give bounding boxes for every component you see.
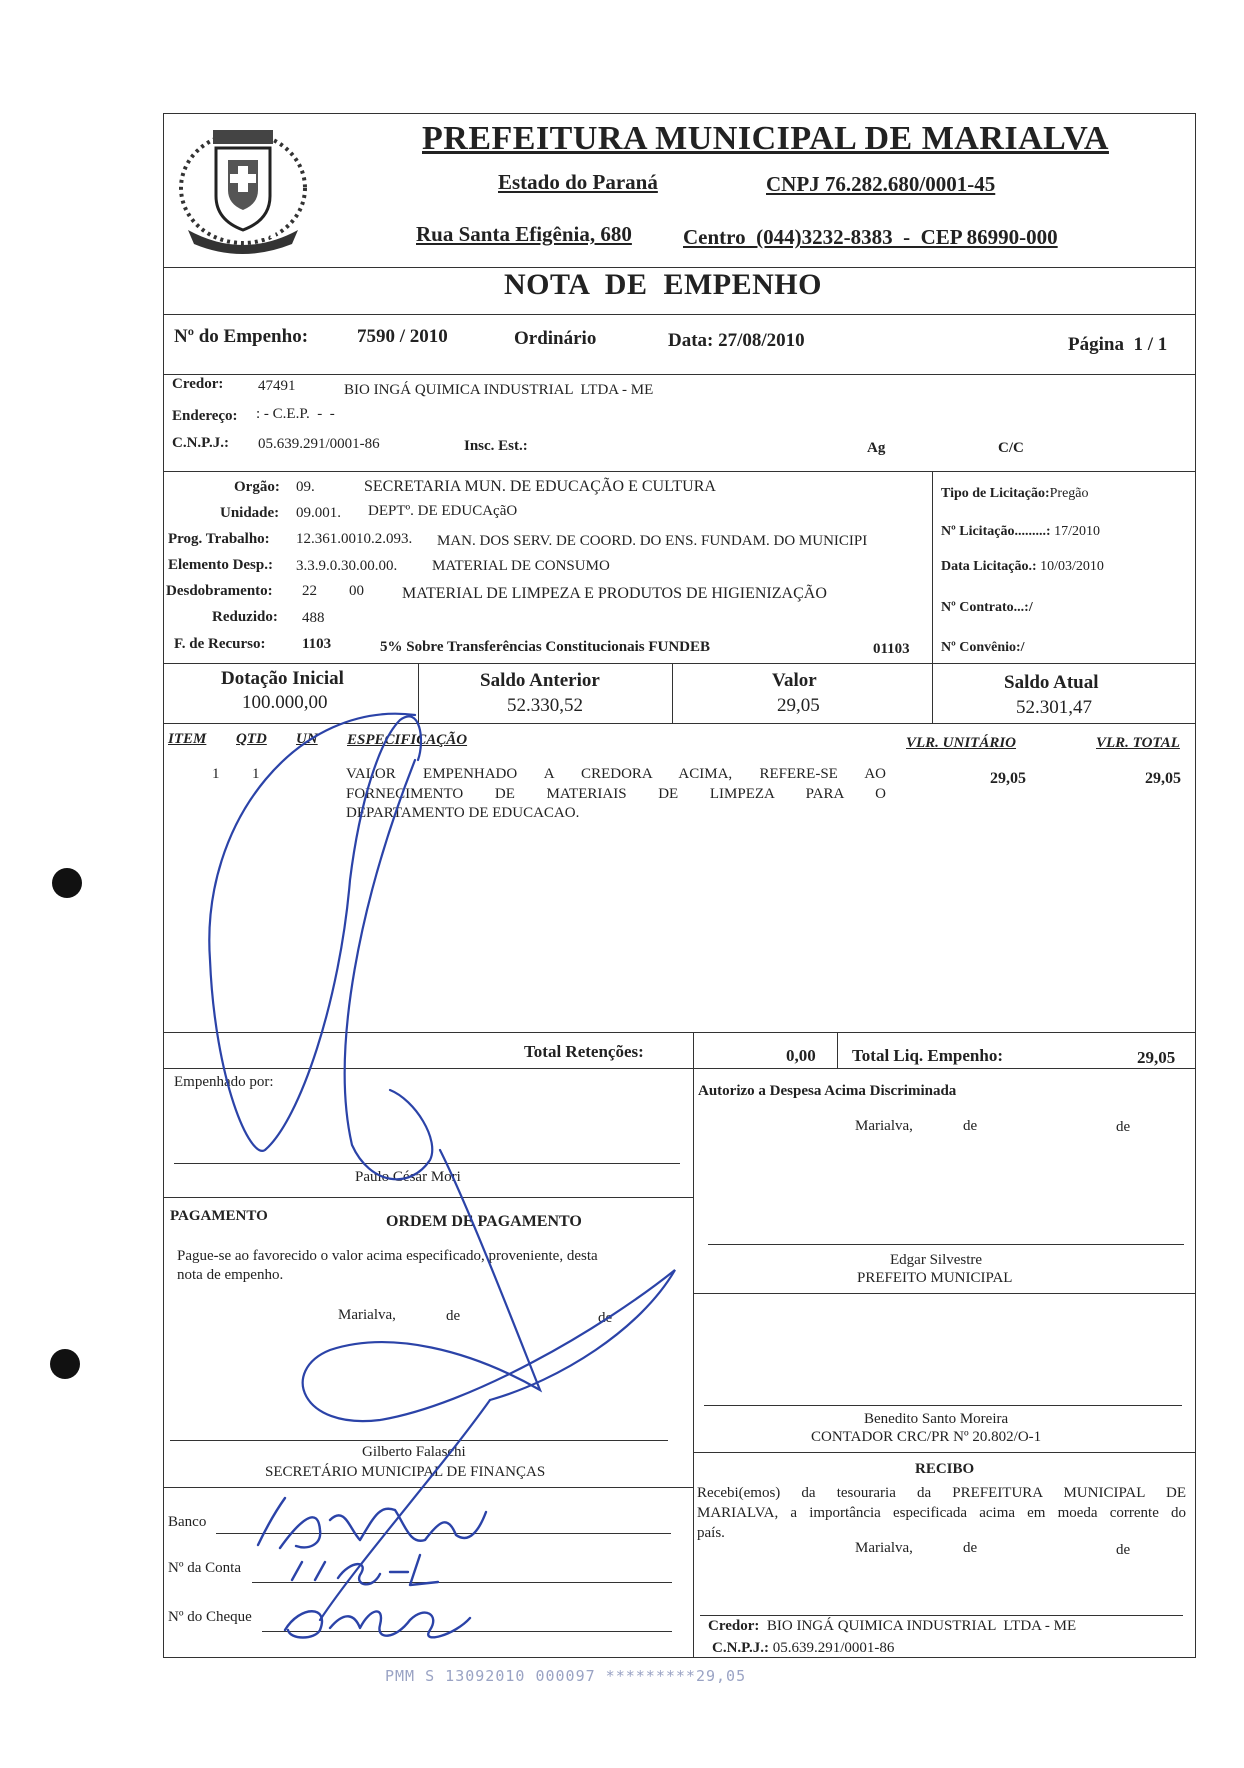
saldo-atual-label: Saldo Atual: [1004, 672, 1099, 693]
licitacao-number: Nº Licitação.........: 17/2010: [941, 524, 1100, 539]
pagamento-de-2: de: [598, 1310, 613, 1326]
recurso-code-2: 01103: [873, 641, 910, 657]
retencoes-value: 0,00: [786, 1046, 816, 1065]
orgao-label: Orgão:: [234, 479, 280, 495]
credor-cnpj: 05.639.291/0001-86: [258, 436, 380, 452]
item-qty: 1: [252, 766, 260, 782]
desdobramento-label: Desdobramento:: [166, 583, 273, 599]
pagamento-de-1: de: [446, 1308, 461, 1324]
valor-label: Valor: [772, 670, 817, 691]
item-spec-line-3: DEPARTAMENTO DE EDUCACAO.: [346, 805, 580, 821]
autorizo-de-2: de: [1116, 1119, 1131, 1135]
page-indicator: Página 1 / 1: [1068, 334, 1168, 355]
prog-trabalho-code: 12.361.0010.2.093.: [296, 531, 413, 547]
recibo-text-line-1: Recebi(emos) da tesouraria da PREFEITURA MUNICIPAL DE: [697, 1485, 1186, 1501]
unidade-code: 09.001.: [296, 505, 341, 521]
orgao-code: 09.: [296, 479, 315, 495]
insc-est-label: Insc. Est.:: [464, 438, 528, 454]
credor-name: BIO INGÁ QUIMICA INDUSTRIAL LTDA - ME: [344, 382, 654, 398]
empenhado-signer: Paulo César Mori: [355, 1169, 461, 1185]
recurso-name: 5% Sobre Transferências Constitucionais FUNDEB: [380, 639, 711, 655]
licitacao-date: Data Licitação.: 10/03/2010: [941, 559, 1104, 574]
desdobramento-code: 22: [302, 583, 317, 599]
empenho-number: 7590 / 2010: [357, 326, 448, 347]
dotacao-inicial-value: 100.000,00: [242, 692, 328, 713]
item-unit-price: 29,05: [990, 770, 1026, 787]
contrato-label: Nº Contrato...:/: [941, 600, 1033, 615]
empenhado-label: Empenhado por:: [174, 1074, 274, 1090]
liquido-value: 29,05: [1137, 1048, 1176, 1067]
document-title: NOTA DE EMPENHO: [504, 268, 822, 301]
recibo-text-line-3: país.: [697, 1525, 725, 1541]
empenho-date: Data: 27/08/2010: [668, 330, 805, 351]
valor-value: 29,05: [777, 695, 820, 716]
item-number: 1: [212, 766, 220, 782]
recurso-code: 1103: [302, 636, 332, 652]
banco-label: Banco: [168, 1514, 207, 1530]
recurso-label: F. de Recurso:: [174, 636, 266, 652]
prog-trabalho-name: MAN. DOS SERV. DE COORD. DO ENS. FUNDAM. DO MUNICIPI: [437, 533, 868, 549]
cnpj-label: C.N.P.J.:: [172, 435, 229, 451]
processing-stamp: PMM S 13092010 000097 *********29,05: [385, 1667, 747, 1685]
state-name: Estado do Paraná: [498, 170, 658, 194]
pagamento-city: Marialva,: [338, 1307, 396, 1323]
agency-label: Ag: [867, 440, 886, 456]
prefeito-signer: Edgar Silvestre: [890, 1252, 983, 1268]
item-total: 29,05: [1145, 770, 1181, 787]
reduzido-label: Reduzido:: [212, 609, 278, 625]
col-spec: ESPECIFICAÇÃO: [347, 732, 468, 748]
recibo-cnpj: C.N.P.J.: 05.639.291/0001-86: [712, 1640, 895, 1656]
reduzido-value: 488: [302, 610, 325, 626]
dotacao-inicial-label: Dotação Inicial: [221, 668, 344, 689]
secretario-role: SECRETÁRIO MUNICIPAL DE FINANÇAS: [265, 1464, 546, 1480]
address-label: Endereço:: [172, 408, 238, 424]
pagamento-text-line-2: nota de empenho.: [177, 1267, 284, 1283]
desdobramento-name: MATERIAL DE LIMPEZA E PRODUTOS DE HIGIENIZAÇÃO: [402, 585, 827, 602]
recibo-de-1: de: [963, 1540, 978, 1556]
empenho-type: Ordinário: [514, 328, 597, 349]
retencoes-label: Total Retenções:: [524, 1042, 644, 1061]
autorizo-label: Autorizo a Despesa Acima Discriminada: [698, 1083, 957, 1099]
saldo-anterior-label: Saldo Anterior: [480, 670, 600, 691]
recibo-city: Marialva,: [855, 1540, 913, 1556]
licitacao-type: Tipo de Licitação:Pregão: [941, 486, 1089, 501]
pagamento-label: PAGAMENTO: [170, 1208, 268, 1224]
convenio-label: Nº Convênio:/: [941, 640, 1025, 655]
item-spec-line-2: FORNECIMENTO DE MATERIAIS DE LIMPEZA PARA O: [346, 786, 886, 802]
col-unit-price: VLR. UNITÁRIO: [906, 735, 1017, 751]
contador-signer: Benedito Santo Moreira: [864, 1411, 1009, 1427]
contador-role: CONTADOR CRC/PR Nº 20.802/O-1: [811, 1429, 1042, 1445]
recibo-credor: Credor: BIO INGÁ QUIMICA INDUSTRIAL LTDA - ME: [708, 1618, 1077, 1634]
punch-hole-top: [52, 868, 82, 898]
col-total: VLR. TOTAL: [1096, 735, 1180, 751]
address-value: : - C.E.P. - -: [256, 406, 335, 422]
elemento-label: Elemento Desp.:: [168, 557, 273, 573]
liquido-label: Total Liq. Empenho:: [852, 1046, 1003, 1065]
empenho-number-label: Nº do Empenho:: [174, 326, 309, 347]
saldo-anterior-value: 52.330,52: [507, 695, 583, 716]
unidade-name: DEPTº. DE EDUCAçãO: [368, 503, 518, 519]
orgao-name: SECRETARIA MUN. DE EDUCAÇÃO E CULTURA: [364, 478, 716, 495]
elemento-name: MATERIAL DE CONSUMO: [432, 558, 610, 574]
municipality-contact: Centro (044)3232-8383 - CEP 86990-000: [683, 225, 1058, 249]
item-spec-line-1: VALOR EMPENHADO A CREDORA ACIMA, REFERE-SE AO: [346, 766, 886, 782]
col-qtd: QTD: [236, 731, 267, 747]
saldo-atual-value: 52.301,47: [1016, 697, 1092, 718]
credor-label: Credor:: [172, 376, 224, 392]
municipality-cnpj: CNPJ 76.282.680/0001-45: [766, 172, 996, 196]
unidade-label: Unidade:: [220, 505, 280, 521]
coat-of-arms-ribbon: MARIALVA: [226, 231, 277, 241]
pagamento-text-line-1: Pague-se ao favorecido o valor acima especificado, proveniente, desta: [177, 1248, 598, 1264]
desdobramento-sub: 00: [349, 583, 364, 599]
ordem-pagamento-label: ORDEM DE PAGAMENTO: [386, 1213, 582, 1230]
col-item: ITEM: [168, 731, 207, 747]
cheque-label: Nº do Cheque: [168, 1609, 252, 1625]
autorizo-city: Marialva,: [855, 1118, 913, 1134]
punch-hole-bottom: [50, 1349, 80, 1379]
recibo-de-2: de: [1116, 1542, 1131, 1558]
prog-trabalho-label: Prog. Trabalho:: [168, 531, 270, 547]
municipality-title: PREFEITURA MUNICIPAL DE MARIALVA: [422, 120, 1109, 157]
prefeito-role: PREFEITO MUNICIPAL: [857, 1270, 1013, 1286]
recibo-text-line-2: MARIALVA, a importância especificada acima em moeda corrente do: [697, 1505, 1186, 1521]
col-un: UN: [296, 731, 318, 747]
conta-label: Nº da Conta: [168, 1560, 241, 1576]
recibo-label: RECIBO: [915, 1461, 975, 1477]
elemento-code: 3.3.9.0.30.00.00.: [296, 558, 398, 574]
coat-of-arms: [168, 110, 318, 260]
municipality-address: Rua Santa Efigênia, 680: [416, 222, 632, 246]
credor-code: 47491: [258, 378, 296, 394]
autorizo-de-1: de: [963, 1118, 978, 1134]
account-label: C/C: [998, 440, 1024, 456]
secretario-signer: Gilberto Falaschi: [362, 1444, 466, 1460]
